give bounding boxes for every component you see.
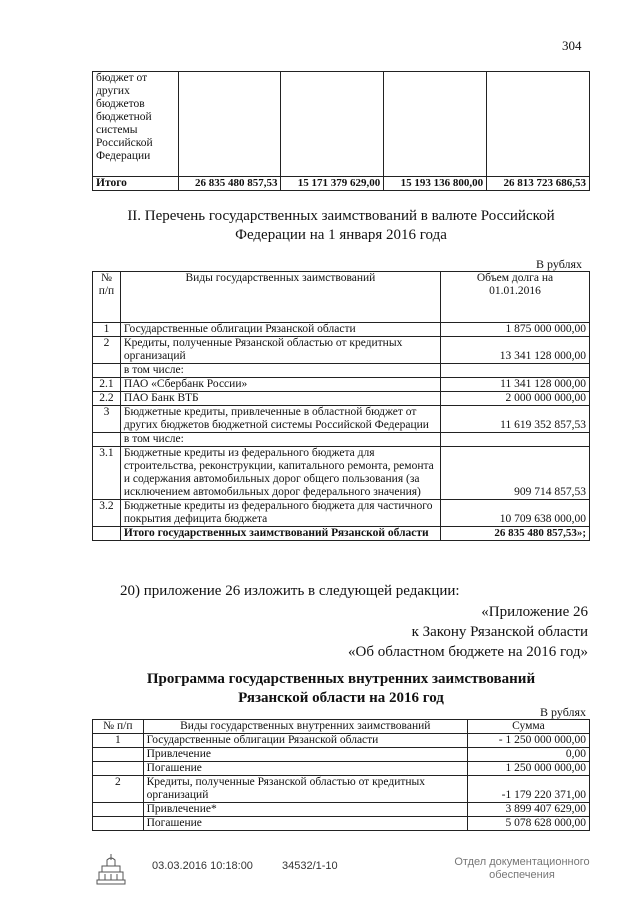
section-title [92,207,590,245]
row-num [93,433,121,447]
table-row [93,447,590,500]
footer-datetime: 03.03.2016 10:18:00 [152,860,253,872]
amendment-line: 20) приложение 26 изложить в следующей редакции: [120,583,460,599]
table-row [93,817,590,831]
footer-dept-line: Отдел документационного [454,856,590,868]
row-name: Бюджетные кредиты из федерального бюджета для частичного покрытия дефицита бюджета [120,500,440,527]
row-amount [440,364,589,378]
total-value: 15 171 379 629,00 [281,177,384,191]
row-num: 2.2 [93,392,121,406]
row-amount: 0,00 [467,748,589,762]
total-value: 26 835 480 857,53 [178,177,281,191]
total-row [93,177,590,191]
row-name: Кредиты, полученные Рязанской областью от кредитных организаций [143,776,467,803]
program-title-line: Программа государственных внутренних заимствований [146,671,536,687]
table-row [93,323,590,337]
row-name: Привлечение* [143,803,467,817]
table-row [93,392,590,406]
row-amount: 11 619 352 857,53 [440,406,589,433]
header-amount: Объем долга на 01.01.2016 [440,272,589,323]
top-table [92,71,590,191]
table-row [93,378,590,392]
header-type: Виды государственных заимствований [120,272,440,323]
borrowings-table [92,271,590,541]
row-amount: 1 250 000 000,00 [467,762,589,776]
row-amount [440,433,589,447]
total-value: 26 813 723 686,53 [487,177,590,191]
table-row [93,406,590,433]
table-row [93,500,590,527]
program-title-line: Рязанской области на 2016 год [238,690,444,706]
total-value: 15 193 136 800,00 [384,177,487,191]
row-name: в том числе: [120,433,440,447]
row-num [93,364,121,378]
table-row [93,748,590,762]
table-header [93,272,590,323]
header-amount: Сумма [467,720,589,734]
row-amount: 11 341 128 000,00 [440,378,589,392]
header-num: № п/п [93,272,121,323]
section-title-line: Федерации на 1 января 2016 года [235,227,447,243]
quote-line: «Приложение 26 [481,604,588,620]
table-header [93,720,590,734]
row-name: Государственные облигации Рязанской области [120,323,440,337]
unit-label: В рублях [536,257,583,271]
row-amount: 5 078 628 000,00 [467,817,589,831]
row-name: Привлечение [143,748,467,762]
table-row [93,433,590,447]
table-row [93,762,590,776]
row-num: 3.1 [93,447,121,500]
row-num: 2 [93,337,121,364]
row-name: Бюджетные кредиты, привлеченные в областной бюджет от других бюджетов бюджетной системы Российской Федерации [120,406,440,433]
row-amount: -1 179 220 371,00 [467,776,589,803]
emblem-icon [96,852,126,886]
quote-line: к Закону Рязанской области [411,624,588,640]
row-name: Погашение [143,817,467,831]
row-name: ПАО «Сбербанк России» [120,378,440,392]
unit-label: В рублях [540,705,587,719]
total-label: Итого [93,177,179,191]
row-label: бюджет от других бюджетов бюджетной системы Российской Федерации [93,72,179,177]
total-row [93,527,590,541]
row-num [93,748,144,762]
row-num: 1 [93,734,144,748]
table-row [93,776,590,803]
row-name: в том числе: [120,364,440,378]
row-num: 3.2 [93,500,121,527]
row-num [93,762,144,776]
page-number: 304 [562,38,582,53]
row-amount: 10 709 638 000,00 [440,500,589,527]
table-row [93,72,590,177]
header-num: № п/п [93,720,144,734]
table-row [93,734,590,748]
row-name: Погашение [143,762,467,776]
row-num: 2.1 [93,378,121,392]
header-type: Виды государственных внутренних заимствований [143,720,467,734]
row-num [93,803,144,817]
total-label: Итого государственных заимствований Рязанской области [120,527,440,541]
quote-block [348,602,588,662]
row-amount: 13 341 128 000,00 [440,337,589,364]
footer-doc-id: 34532/1-10 [282,860,338,872]
row-amount: 3 899 407 629,00 [467,803,589,817]
quote-line: «Об областном бюджете на 2016 год» [348,644,588,660]
footer-dept-line: обеспечения [489,869,555,881]
table-row [93,803,590,817]
program-table [92,719,590,831]
row-name: ПАО Банк ВТБ [120,392,440,406]
table-row [93,337,590,364]
row-name: Бюджетные кредиты из федерального бюджета для строительства, реконструкции, капитального ремонта, ремонта и содержания автомобильных дорог общего пользования (за исключением автомобильных дорог федерального значения) [120,447,440,500]
row-num: 3 [93,406,121,433]
section-title-line: II. Перечень государственных заимствований в валюте Российской [127,208,555,224]
table-row [93,364,590,378]
program-title [92,670,590,708]
row-num: 2 [93,776,144,803]
row-num: 1 [93,323,121,337]
footer-department [446,856,598,882]
row-name: Государственные облигации Рязанской области [143,734,467,748]
row-name: Кредиты, полученные Рязанской областью от кредитных организаций [120,337,440,364]
row-amount: - 1 250 000 000,00 [467,734,589,748]
row-amount: 2 000 000 000,00 [440,392,589,406]
total-value: 26 835 480 857,53»; [440,527,589,541]
row-amount: 909 714 857,53 [440,447,589,500]
row-num [93,817,144,831]
row-amount: 1 875 000 000,00 [440,323,589,337]
